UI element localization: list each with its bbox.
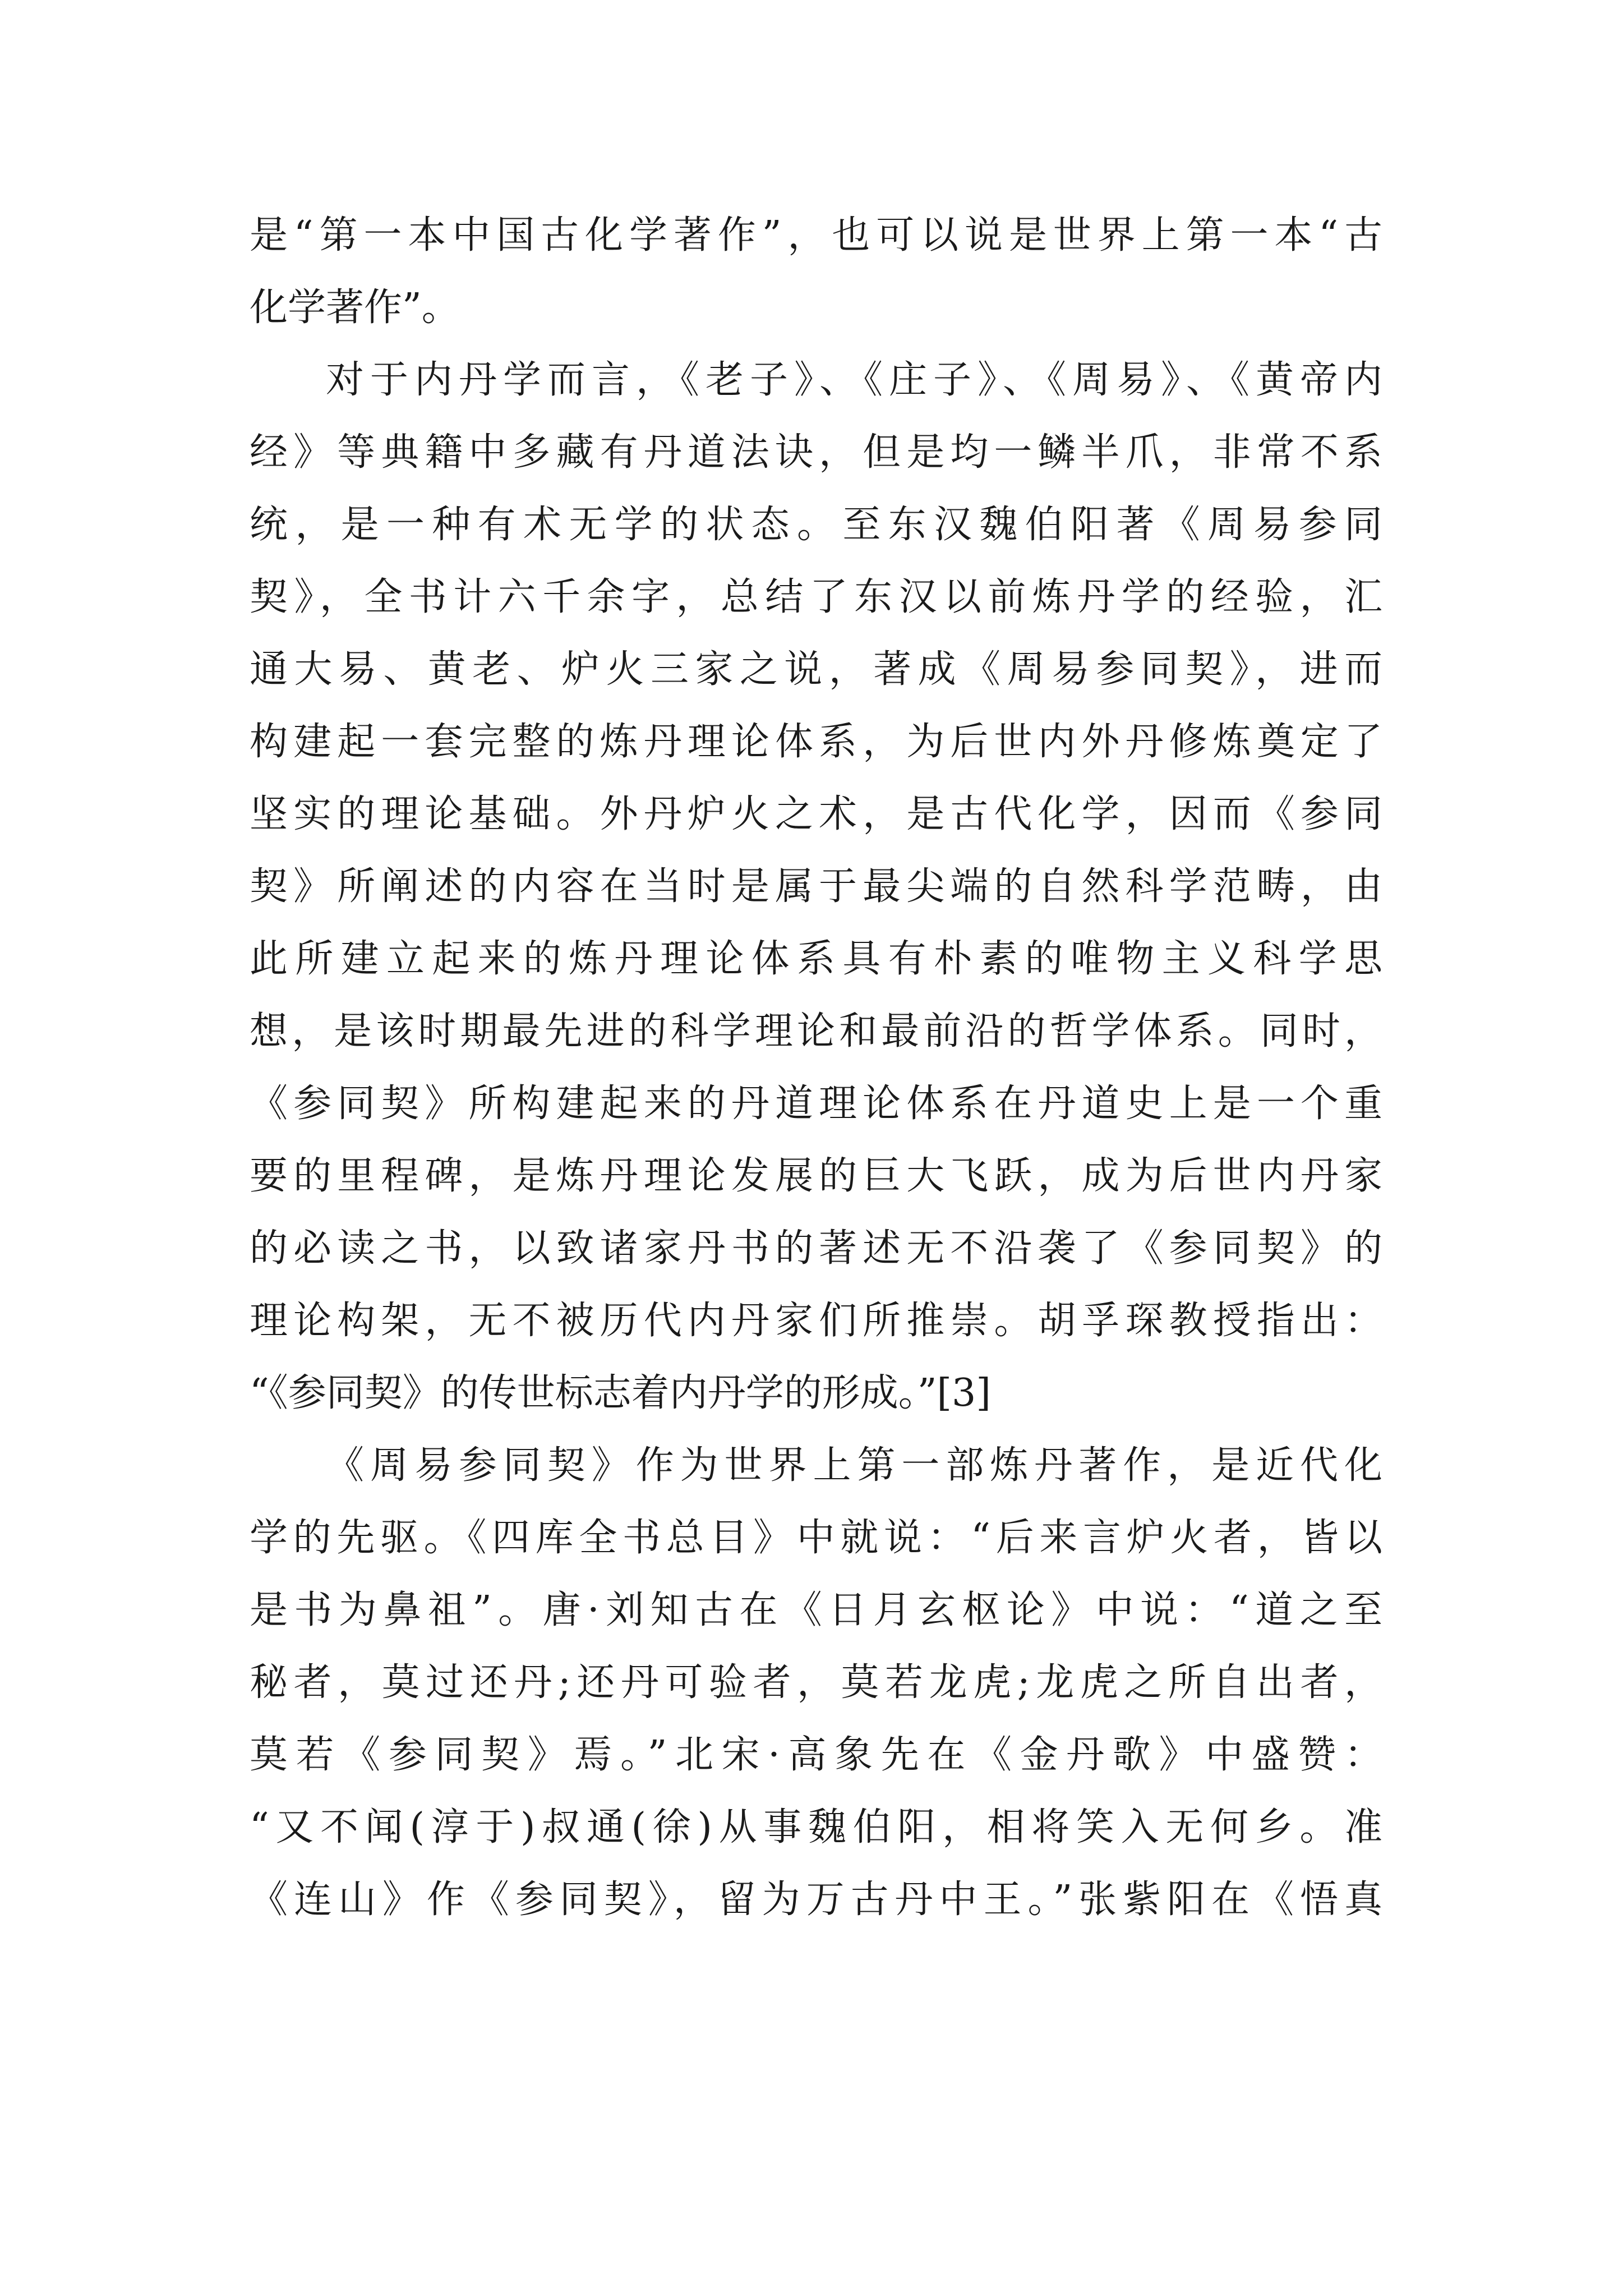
text-line: 想，是该时期最先进的科学理论和最前沿的哲学体系。同时， xyxy=(250,1009,1382,1053)
text-line: 契》所阐述的内容在当时是属于最尖端的自然科学范畴，由 xyxy=(250,864,1382,909)
text-line: 莫若《参同契》焉。”北宋·高象先在《金丹歌》中盛赞： xyxy=(250,1733,1382,1777)
text-line: 坚实的理论基础。外丹炉火之术，是古代化学，因而《参同 xyxy=(250,792,1382,836)
text-line: 的必读之书，以致诸家丹书的著述无不沿袭了《参同契》的 xyxy=(250,1226,1382,1271)
text-line: 此所建立起来的炼丹理论体系具有朴素的唯物主义科学思 xyxy=(250,937,1382,981)
text-line: “又不闻(淳于)叔通(徐)从事魏伯阳，相将笑入无何乡。准 xyxy=(250,1805,1382,1849)
text-line: 经》等典籍中多藏有丹道法诀，但是均一鳞半爪，非常不系 xyxy=(250,430,1382,475)
text-line: 是“第一本中国古化学著作”，也可以说是世界上第一本“古 xyxy=(250,213,1382,257)
text-line: 通大易、黄老、炉火三家之说，著成《周易参同契》，进而 xyxy=(250,647,1382,692)
body-text xyxy=(250,199,1382,1936)
text-line: 《周易参同契》作为世界上第一部炼丹著作，是近代化 xyxy=(326,1443,1382,1488)
text-line: 对于内丹学而言，《老子》、《庄子》、《周易》、《黄帝内 xyxy=(326,358,1382,402)
text-line: 理论构架，无不被历代内丹家们所推崇。胡孚琛教授指出： xyxy=(250,1299,1382,1343)
text-line: 统，是一种有术无学的状态。至东汉魏伯阳著《周易参同 xyxy=(250,503,1382,547)
text-line: “《参同契》的传世标志着内丹学的形成。”[3] xyxy=(250,1371,991,1415)
text-line: 《连山》作《参同契》，留为万古丹中王。”张紫阳在《悟真 xyxy=(250,1878,1382,1922)
text-line: 化学著作”。 xyxy=(250,286,460,330)
text-line: 《参同契》所构建起来的丹道理论体系在丹道史上是一个重 xyxy=(250,1082,1382,1126)
text-line: 构建起一套完整的炼丹理论体系，为后世内外丹修炼奠定了 xyxy=(250,720,1382,764)
text-line: 是书为鼻祖”。唐·刘知古在《日月玄枢论》中说：“道之至 xyxy=(250,1588,1382,1632)
text-line: 要的里程碑，是炼丹理论发展的巨大飞跃，成为后世内丹家 xyxy=(250,1154,1382,1198)
text-line: 秘者，莫过还丹;还丹可验者，莫若龙虎;龙虎之所自出者， xyxy=(250,1660,1382,1705)
text-line: 学的先驱。《四库全书总目》中就说：“后来言炉火者，皆以 xyxy=(250,1516,1382,1560)
text-line: 契》，全书计六千余字，总结了东汉以前炼丹学的经验，汇 xyxy=(250,575,1382,619)
